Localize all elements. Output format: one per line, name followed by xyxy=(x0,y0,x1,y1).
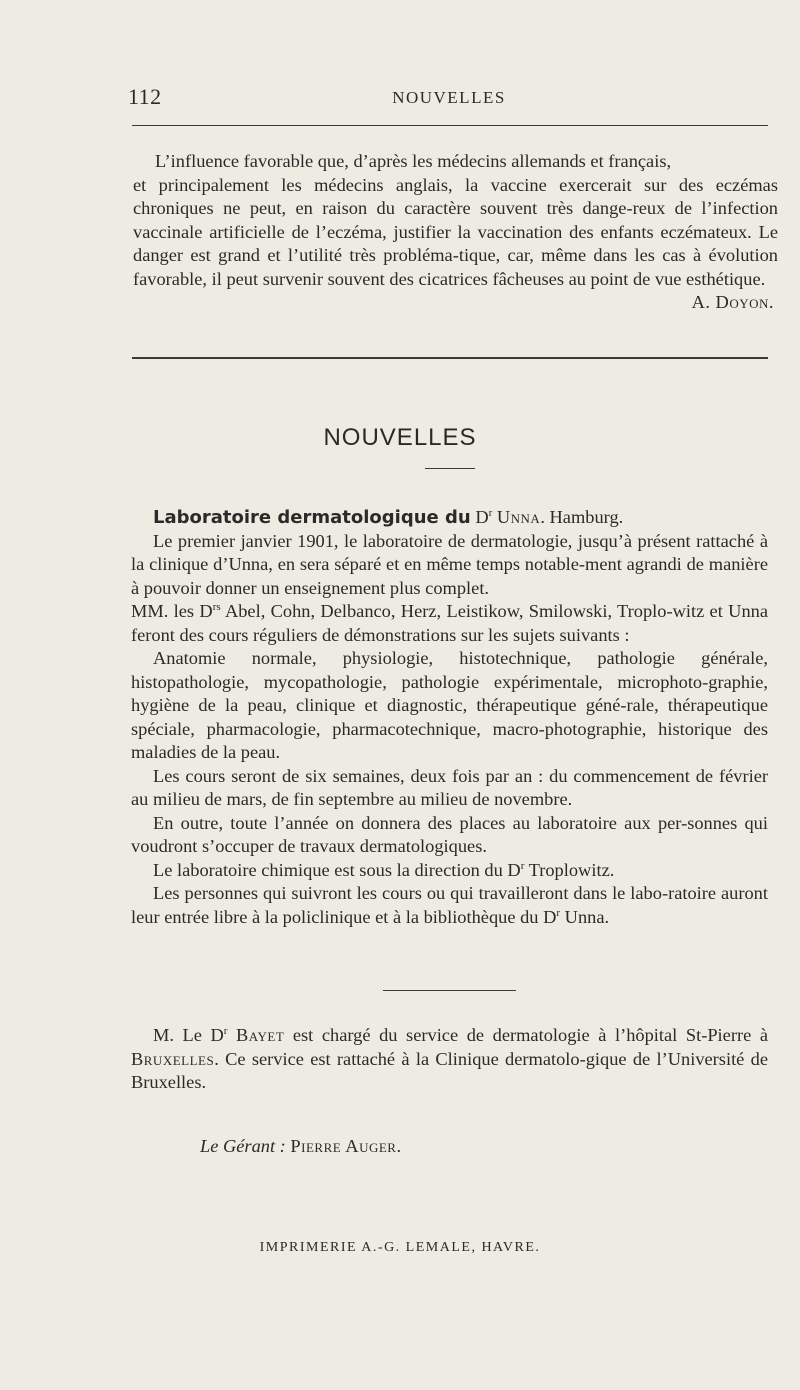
article-title-line xyxy=(131,506,768,530)
article-title: Laboratoire dermatologique du xyxy=(153,507,471,528)
article-title-dr: D xyxy=(475,507,489,527)
section-title: NOUVELLES xyxy=(323,424,477,451)
previous-article xyxy=(133,150,778,315)
unna-paragraph-3: Anatomie normale, physiologie, histotechnique, pathologie générale, histopathologie, mycopathologie, pathologie expérimentale, microphoto-graphie, hygiène de la peau, clinique et diagnostic, thérapeutique géné-rale, thérapeutique spéciale, pharmacologie, pharmacotechnique, macro-photographie, historique des maladies de la peau. xyxy=(131,648,768,762)
unna-p6-sup: r xyxy=(520,859,525,872)
article-title-dr-sup: r xyxy=(488,506,493,519)
bayet-part3: . Ce service est rattaché à la Clinique dermatolo-gique de l’Université de Bruxelles. xyxy=(131,1048,768,1092)
bayet-city: Bruxelles xyxy=(131,1048,215,1069)
printer-imprint: IMPRIMERIE A.-G. LEMALE, HAVRE. xyxy=(259,1240,541,1255)
unna-paragraph-2 xyxy=(131,600,768,647)
page-number: 112 xyxy=(128,84,162,109)
previous-article-paragraph: et principalement les médecins anglais, la vaccine exercerait sur des eczémas chroniques ne peut, en raison du caractère souvent très dange-reux de l’infection vaccinale artificielle de l’eczéma, justifier la vaccination des enfants eczémateux. Le danger est grand et l’utilité très probléma-tique, car, même dans les cas à évolution favorable, il peut survenir souvent des cicatrices fâcheuses au point de vue esthétique. xyxy=(133,174,778,289)
gerant-line xyxy=(200,1136,402,1157)
unna-p6-rest: Troplowitz. xyxy=(524,859,615,880)
bayet-name: Bayet xyxy=(236,1025,285,1045)
header-rule xyxy=(132,125,768,126)
gerant-label: Le Gérant : xyxy=(200,1136,286,1156)
unna-p2-sup: rs xyxy=(212,600,221,613)
unna-p7-start: Les personnes qui suivront les cours ou qui travailleront dans le labo-ratoire auront leur entrée libre à la policlinique et à la bibliothèque du D xyxy=(131,883,768,927)
article-unna xyxy=(131,506,768,929)
unna-p7-rest: Unna. xyxy=(560,906,610,927)
gerant-name: Pierre Auger. xyxy=(290,1136,402,1156)
short-separator-rule xyxy=(383,990,516,991)
article-signature: A. Doyon. xyxy=(691,292,774,312)
unna-paragraph-6 xyxy=(131,859,768,883)
unna-p6-start: Le laboratoire chimique est sous la direction du D xyxy=(153,859,521,880)
unna-paragraph-5: En outre, toute l’année on donnera des places au laboratoire aux per-sonnes qui voudront s’occuper de travaux dermatologiques. xyxy=(131,812,768,856)
bayet-sup: r xyxy=(223,1024,228,1037)
article-title-place: . Hamburg. xyxy=(540,507,624,527)
bayet-paragraph xyxy=(131,1024,768,1095)
unna-p7-sup: r xyxy=(556,906,561,919)
unna-paragraph-4: Les cours seront de six semaines, deux fois par an : du commencement de février au milieu de mars, de fin septembre au milieu de novembre. xyxy=(131,765,768,809)
unna-paragraph-1: Le premier janvier 1901, le laboratoire de dermatologie, jusqu’à présent rattaché à la clinique d’Unna, en sera séparé et en même temps notable-ment agrandi de manière à pouvoir donner un enseignement plus complet. xyxy=(131,530,768,598)
section-title-rule xyxy=(425,468,475,469)
unna-paragraph-7 xyxy=(131,882,768,929)
bayet-part2: est chargé du service de dermatologie à l’hôpital St-Pierre à xyxy=(284,1025,768,1045)
running-head xyxy=(128,84,770,114)
article-bayet xyxy=(131,1024,768,1095)
article-title-name: Unna xyxy=(496,507,541,527)
previous-article-line1: L’influence favorable que, d’après les médecins allemands et français, xyxy=(155,151,672,171)
article-separator-rule xyxy=(132,357,768,359)
running-title: NOUVELLES xyxy=(392,88,506,107)
bayet-part1: M. Le D xyxy=(153,1025,224,1045)
unna-p2-start: MM. les D xyxy=(131,601,213,621)
unna-p2-rest: Abel, Cohn, Delbanco, Herz, Leistikow, Smilowski, Troplo-witz et Unna feront des cours réguliers de démonstrations sur les sujets suivants : xyxy=(131,601,768,645)
